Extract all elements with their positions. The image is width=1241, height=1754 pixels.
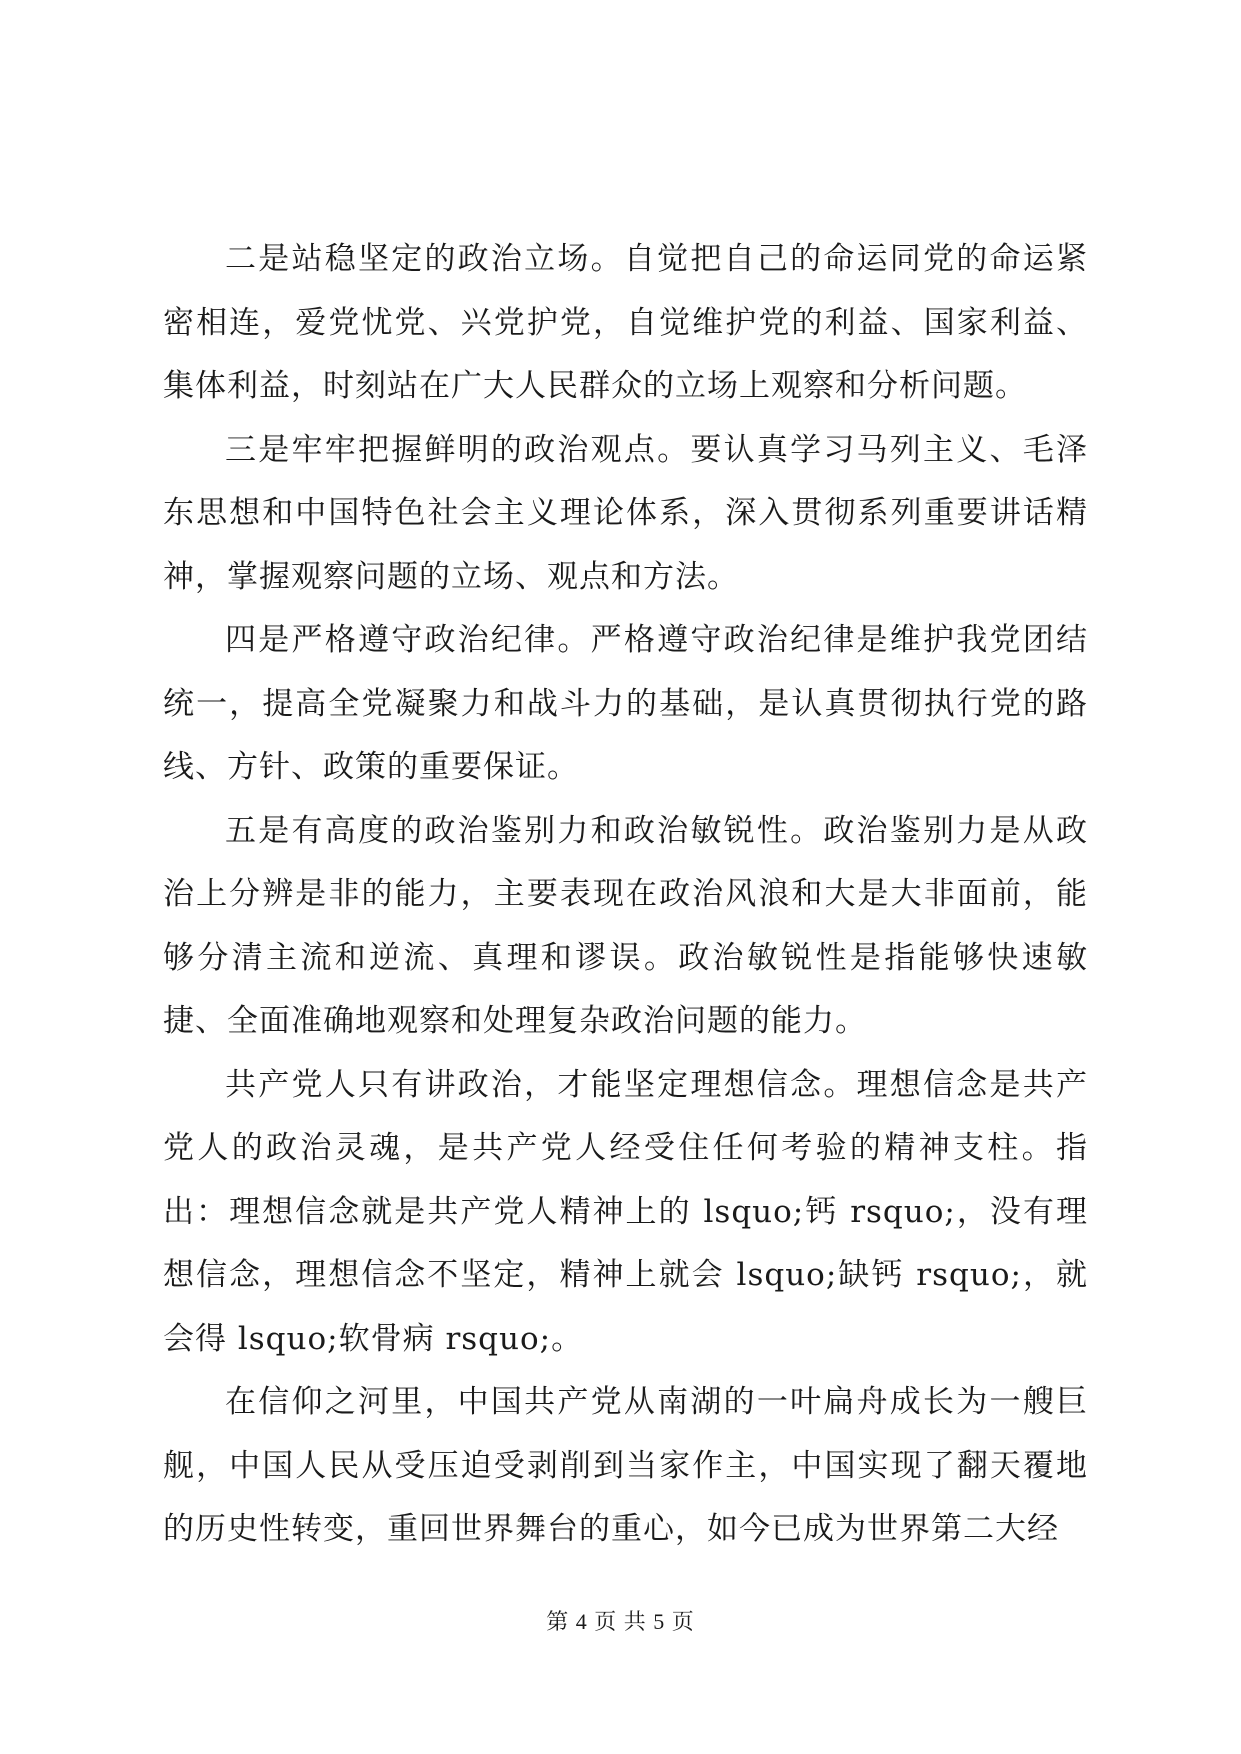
paragraph-political-discipline: 四是严格遵守政治纪律。严格遵守政治纪律是维护我党团结统一，提高全党凝聚力和战斗力的基础，是认真贯彻执行党的路线、方针、政策的重要保证。 [163,622,1088,785]
paragraph-political-viewpoint: 三是牢牢把握鲜明的政治观点。要认真学习马列主义、毛泽东思想和中国特色社会主义理论体系，深入贯彻系列重要讲话精神，掌握观察问题的立场、观点和方法。 [163,431,1088,595]
document-body [163,228,1088,1562]
paragraph-political-discernment: 五是有高度的政治鉴别力和政治敏锐性。政治鉴别力是从政治上分辨是非的能力，主要表现在政治风浪和大是大非面前，能够分清主流和逆流、真理和谬误。政治敏锐性是指能够快速敏捷、全面准确地观察和处理复杂政治问题的能力。 [163,812,1088,1039]
paragraph-ideals-beliefs: 共产党人只有讲政治，才能坚定理想信念。理想信念是共产党人的政治灵魂，是共产党人经受住任何考验的精神支柱。指出：理想信念就是共产党人精神上的 lsquo;钙 rsquo;，没有理想信念，理想信念不坚定，精神上就会 lsquo;缺钙 rsquo;，就会得 lsquo;软骨病 rsquo;。 [163,1066,1088,1357]
paragraph-political-stance: 二是站稳坚定的政治立场。自觉把自己的命运同党的命运紧密相连，爱党忧党、兴党护党，自觉维护党的利益、国家利益、集体利益，时刻站在广大人民群众的立场上观察和分析问题。 [163,241,1088,404]
page-number-footer: 第 4 页 共 5 页 [546,1609,695,1634]
paragraph-river-of-faith: 在信仰之河里，中国共产党从南湖的一叶扁舟成长为一艘巨舰，中国人民从受压迫受剥削到当家作主，中国实现了翻天覆地的历史性转变，重回世界舞台的重心，如今已成为世界第二大经 [163,1384,1088,1547]
